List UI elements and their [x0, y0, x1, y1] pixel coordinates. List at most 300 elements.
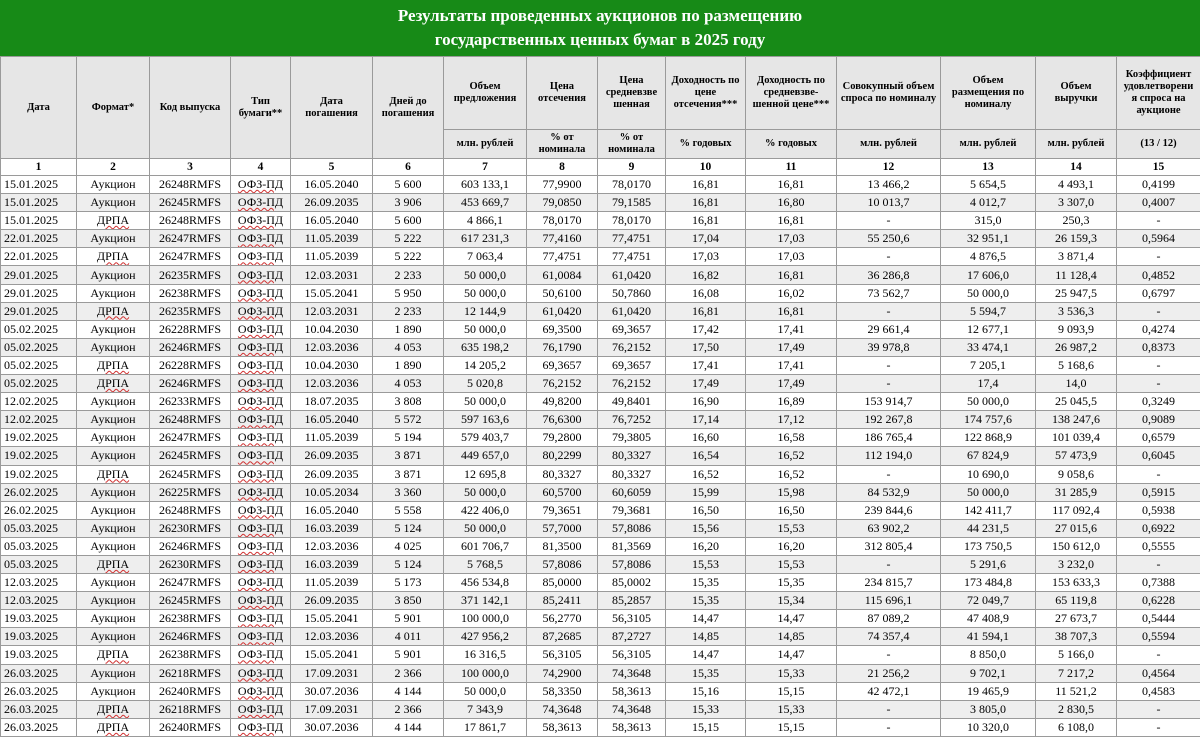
table-cell: [231, 320, 291, 338]
table-cell: 9 093,9: [1036, 320, 1117, 338]
table-cell: 05.03.2025: [1, 555, 77, 573]
table-cell: 16,81: [746, 302, 837, 320]
table-cell: 26235RMFS: [150, 266, 231, 284]
table-cell: -: [837, 375, 941, 393]
table-cell: 12.03.2036: [291, 338, 373, 356]
column-header: Объем выручки: [1036, 57, 1117, 130]
table-cell: 16,80: [746, 194, 837, 212]
table-cell: 78,0170: [598, 176, 666, 194]
table-cell: 5 173: [373, 574, 444, 592]
table-cell: 26245RMFS: [150, 194, 231, 212]
table-cell: [231, 592, 291, 610]
table-cell: 17,14: [666, 411, 746, 429]
column-number: 6: [373, 159, 444, 176]
table-cell: 173 484,8: [941, 574, 1036, 592]
security-type-value: ОФЗ-ПД: [237, 376, 284, 391]
table-cell: 26.09.2035: [291, 447, 373, 465]
format-value: Аукцион: [90, 339, 136, 354]
table-cell: 4 012,7: [941, 194, 1036, 212]
column-header: Тип бумаги**: [231, 57, 291, 159]
table-cell: [231, 519, 291, 537]
table-cell: 12.03.2025: [1, 592, 77, 610]
format-value: Аукцион: [90, 231, 136, 246]
table-cell: 29.01.2025: [1, 266, 77, 284]
column-number: 9: [598, 159, 666, 176]
table-cell: 15,15: [746, 682, 837, 700]
table-cell: 6 108,0: [1036, 718, 1117, 736]
format-value: ДРПА: [96, 647, 130, 662]
security-type-value: ОФЗ-ПД: [237, 575, 284, 590]
column-header: Доходность по средневзве-шенной цене***: [746, 57, 837, 130]
table-cell: 15,35: [666, 664, 746, 682]
table-cell: 12.03.2036: [291, 628, 373, 646]
table-cell: 26.02.2025: [1, 501, 77, 519]
table-cell: 60,6059: [598, 483, 666, 501]
table-cell: [77, 628, 150, 646]
table-cell: [231, 429, 291, 447]
table-cell: 16,54: [666, 447, 746, 465]
table-cell: 31 285,9: [1036, 483, 1117, 501]
table-cell: 56,3105: [527, 646, 598, 664]
table-row: [1, 483, 1200, 501]
table-cell: [231, 393, 291, 411]
column-number: 8: [527, 159, 598, 176]
table-cell: 16.05.2040: [291, 212, 373, 230]
table-cell: [231, 682, 291, 700]
table-cell: 16,02: [746, 284, 837, 302]
table-cell: -: [1117, 302, 1200, 320]
column-unit: % от номинала: [598, 130, 666, 159]
table-cell: [231, 338, 291, 356]
table-cell: 153 914,7: [837, 393, 941, 411]
table-header: [1, 57, 1200, 176]
table-cell: 0,4583: [1117, 682, 1200, 700]
table-cell: 16,20: [746, 537, 837, 555]
table-cell: 0,6922: [1117, 519, 1200, 537]
table-cell: [231, 483, 291, 501]
table-cell: 73 562,7: [837, 284, 941, 302]
format-value: Аукцион: [90, 177, 136, 192]
table-cell: 61,0084: [527, 266, 598, 284]
security-type-value: ОФЗ-ПД: [237, 611, 284, 626]
table-cell: 26.03.2025: [1, 700, 77, 718]
table-cell: 16.05.2040: [291, 411, 373, 429]
table-cell: 12.03.2031: [291, 266, 373, 284]
table-body: [1, 176, 1200, 737]
table-cell: 19.02.2025: [1, 429, 77, 447]
table-cell: 15,53: [746, 555, 837, 573]
table-cell: 26247RMFS: [150, 429, 231, 447]
column-header: Дата: [1, 57, 77, 159]
table-cell: [231, 555, 291, 573]
table-row: [1, 248, 1200, 266]
table-cell: 13 466,2: [837, 176, 941, 194]
table-cell: [77, 176, 150, 194]
table-cell: 26.09.2035: [291, 465, 373, 483]
format-value: Аукцион: [90, 412, 136, 427]
table-cell: 47 408,9: [941, 610, 1036, 628]
security-type-value: ОФЗ-ПД: [237, 231, 284, 246]
table-cell: 77,4160: [527, 230, 598, 248]
table-cell: 12.03.2031: [291, 302, 373, 320]
security-type-value: ОФЗ-ПД: [237, 647, 284, 662]
table-cell: 26230RMFS: [150, 555, 231, 573]
table-cell: 87 089,2: [837, 610, 941, 628]
table-cell: 15.01.2025: [1, 176, 77, 194]
table-cell: [231, 465, 291, 483]
table-cell: 0,4199: [1117, 176, 1200, 194]
table-cell: 41 594,1: [941, 628, 1036, 646]
column-unit: % годовых: [666, 130, 746, 159]
table-cell: 2 366: [373, 664, 444, 682]
table-row: [1, 212, 1200, 230]
table-cell: 234 815,7: [837, 574, 941, 592]
table-cell: [77, 447, 150, 465]
table-cell: 315,0: [941, 212, 1036, 230]
table-cell: [231, 375, 291, 393]
table-cell: 579 403,7: [444, 429, 527, 447]
table-cell: [77, 429, 150, 447]
table-cell: 5 768,5: [444, 555, 527, 573]
security-type-value: ОФЗ-ПД: [237, 557, 284, 572]
table-cell: 617 231,3: [444, 230, 527, 248]
table-cell: 16,52: [746, 465, 837, 483]
table-cell: 3 307,0: [1036, 194, 1117, 212]
table-row: [1, 356, 1200, 374]
security-type-value: ОФЗ-ПД: [237, 339, 284, 354]
table-cell: 17,03: [746, 230, 837, 248]
column-numbers-row: [1, 159, 1200, 176]
table-cell: 49,8401: [598, 393, 666, 411]
column-header: Дней до погашения: [373, 57, 444, 159]
table-cell: 26.03.2025: [1, 664, 77, 682]
table-cell: 15,53: [666, 555, 746, 573]
table-cell: 26225RMFS: [150, 483, 231, 501]
table-row: [1, 266, 1200, 284]
table-cell: [77, 393, 150, 411]
security-type-value: ОФЗ-ПД: [237, 303, 284, 318]
table-cell: 58,3613: [598, 718, 666, 736]
table-cell: 371 142,1: [444, 592, 527, 610]
table-cell: 16.03.2039: [291, 555, 373, 573]
format-value: Аукцион: [90, 575, 136, 590]
security-type-value: ОФЗ-ПД: [237, 412, 284, 427]
table-cell: 5 168,6: [1036, 356, 1117, 374]
column-header: Цена средневзве шенная: [598, 57, 666, 130]
table-cell: [231, 302, 291, 320]
column-number: 5: [291, 159, 373, 176]
table-cell: 26246RMFS: [150, 375, 231, 393]
table-cell: 112 194,0: [837, 447, 941, 465]
table-cell: 15,35: [746, 574, 837, 592]
table-cell: [231, 212, 291, 230]
table-cell: 22.01.2025: [1, 230, 77, 248]
table-cell: 50 000,0: [444, 320, 527, 338]
table-cell: 56,2770: [527, 610, 598, 628]
column-number: 10: [666, 159, 746, 176]
table-cell: 5 194: [373, 429, 444, 447]
table-cell: 05.03.2025: [1, 519, 77, 537]
table-cell: [231, 176, 291, 194]
title-line-2: государственных ценных бумаг в 2025 году: [434, 30, 766, 49]
table-cell: 0,4852: [1117, 266, 1200, 284]
table-cell: 16,50: [666, 501, 746, 519]
column-header: Совокупный объем спроса по номиналу: [837, 57, 941, 130]
table-cell: 69,3657: [527, 356, 598, 374]
column-header: Формат*: [77, 57, 150, 159]
table-cell: 16,52: [666, 465, 746, 483]
table-cell: 5 572: [373, 411, 444, 429]
table-cell: 2 366: [373, 700, 444, 718]
table-cell: 4 866,1: [444, 212, 527, 230]
table-row: [1, 610, 1200, 628]
column-number: 3: [150, 159, 231, 176]
table-cell: 0,7388: [1117, 574, 1200, 592]
table-cell: 0,4274: [1117, 320, 1200, 338]
table-cell: 17,49: [746, 338, 837, 356]
table-cell: [77, 248, 150, 266]
format-value: ДРПА: [96, 719, 130, 734]
table-cell: 33 474,1: [941, 338, 1036, 356]
table-cell: 05.02.2025: [1, 375, 77, 393]
security-type-value: ОФЗ-ПД: [237, 357, 284, 372]
table-row: [1, 519, 1200, 537]
security-type-value: ОФЗ-ПД: [237, 213, 284, 228]
table-cell: 26246RMFS: [150, 628, 231, 646]
table-cell: 192 267,8: [837, 411, 941, 429]
table-cell: 5 124: [373, 555, 444, 573]
table-row: [1, 338, 1200, 356]
table-cell: 10 690,0: [941, 465, 1036, 483]
table-cell: 50,7860: [598, 284, 666, 302]
table-cell: 16,81: [666, 176, 746, 194]
column-number: 2: [77, 159, 150, 176]
table-cell: 4 053: [373, 375, 444, 393]
table-cell: 26240RMFS: [150, 682, 231, 700]
column-header: Доходность по цене отсечения***: [666, 57, 746, 130]
table-cell: 50 000,0: [444, 284, 527, 302]
table-cell: [231, 447, 291, 465]
table-cell: 55 250,6: [837, 230, 941, 248]
table-cell: [77, 230, 150, 248]
table-cell: 50 000,0: [444, 682, 527, 700]
table-cell: 19.03.2025: [1, 646, 77, 664]
table-cell: [231, 574, 291, 592]
table-cell: 115 696,1: [837, 592, 941, 610]
table-cell: 77,4751: [598, 230, 666, 248]
table-cell: 16.05.2040: [291, 501, 373, 519]
table-cell: 142 411,7: [941, 501, 1036, 519]
table-cell: 76,2152: [598, 338, 666, 356]
table-cell: 17,49: [746, 375, 837, 393]
table-cell: 15.01.2025: [1, 194, 77, 212]
table-cell: -: [837, 555, 941, 573]
table-cell: 26.02.2025: [1, 483, 77, 501]
table-cell: 0,4564: [1117, 664, 1200, 682]
table-cell: 61,0420: [598, 266, 666, 284]
table-cell: -: [1117, 248, 1200, 266]
table-cell: 14,47: [666, 646, 746, 664]
table-cell: 422 406,0: [444, 501, 527, 519]
table-cell: 100 000,0: [444, 664, 527, 682]
security-type-value: ОФЗ-ПД: [237, 629, 284, 644]
table-cell: 16,82: [666, 266, 746, 284]
table-cell: 17,41: [746, 320, 837, 338]
table-cell: 3 906: [373, 194, 444, 212]
table-cell: 79,0850: [527, 194, 598, 212]
table-cell: 60,5700: [527, 483, 598, 501]
table-cell: 603 133,1: [444, 176, 527, 194]
table-cell: 80,3327: [527, 465, 598, 483]
table-cell: 4 144: [373, 682, 444, 700]
format-value: ДРПА: [96, 303, 130, 318]
table-cell: 80,3327: [598, 465, 666, 483]
column-header: Коэффициент удовлетворени я спроса на аукционе: [1117, 57, 1200, 130]
format-value: Аукцион: [90, 448, 136, 463]
table-row: [1, 574, 1200, 592]
table-cell: 85,2857: [598, 592, 666, 610]
table-cell: 0,6797: [1117, 284, 1200, 302]
table-cell: -: [1117, 212, 1200, 230]
table-cell: 84 532,9: [837, 483, 941, 501]
table-cell: 14,0: [1036, 375, 1117, 393]
table-cell: 10 320,0: [941, 718, 1036, 736]
table-cell: 16,50: [746, 501, 837, 519]
table-cell: 3 232,0: [1036, 555, 1117, 573]
table-cell: 11.05.2039: [291, 248, 373, 266]
table-cell: 15,98: [746, 483, 837, 501]
table-cell: 12.03.2036: [291, 375, 373, 393]
table-cell: [77, 194, 150, 212]
table-cell: 0,5938: [1117, 501, 1200, 519]
format-value: ДРПА: [96, 213, 130, 228]
column-header: Объем размещения по номиналу: [941, 57, 1036, 130]
table-cell: 453 669,7: [444, 194, 527, 212]
table-cell: 19.02.2025: [1, 465, 77, 483]
table-cell: 61,0420: [527, 302, 598, 320]
column-number: 11: [746, 159, 837, 176]
table-cell: [231, 664, 291, 682]
table-cell: 26228RMFS: [150, 320, 231, 338]
table-cell: 2 830,5: [1036, 700, 1117, 718]
table-cell: 2 233: [373, 266, 444, 284]
table-cell: 85,0000: [527, 574, 598, 592]
table-cell: 58,3613: [527, 718, 598, 736]
table-cell: 26218RMFS: [150, 664, 231, 682]
table-cell: 21 256,2: [837, 664, 941, 682]
table-cell: 26 159,3: [1036, 230, 1117, 248]
table-cell: 9 058,6: [1036, 465, 1117, 483]
table-row: [1, 429, 1200, 447]
security-type-value: ОФЗ-ПД: [237, 448, 284, 463]
table-cell: 2 233: [373, 302, 444, 320]
column-number: 13: [941, 159, 1036, 176]
table-cell: [77, 664, 150, 682]
security-type-value: ОФЗ-ПД: [237, 321, 284, 336]
table-cell: 26233RMFS: [150, 393, 231, 411]
table-cell: 15,33: [746, 700, 837, 718]
header-row: [1, 57, 1200, 130]
table-cell: [77, 212, 150, 230]
format-value: Аукцион: [90, 520, 136, 535]
table-cell: 76,2152: [598, 375, 666, 393]
format-value: Аукцион: [90, 593, 136, 608]
table-cell: 26247RMFS: [150, 248, 231, 266]
table-cell: 5 654,5: [941, 176, 1036, 194]
table-cell: 29.01.2025: [1, 302, 77, 320]
table-cell: 65 119,8: [1036, 592, 1117, 610]
table-cell: 12.02.2025: [1, 411, 77, 429]
table-cell: 597 163,6: [444, 411, 527, 429]
table-cell: 26245RMFS: [150, 447, 231, 465]
table-cell: 4 011: [373, 628, 444, 646]
table-cell: 50 000,0: [444, 266, 527, 284]
table-cell: 57,8086: [598, 555, 666, 573]
table-cell: 78,0170: [598, 212, 666, 230]
table-cell: -: [1117, 465, 1200, 483]
table-cell: 0,5594: [1117, 628, 1200, 646]
table-cell: 78,0170: [527, 212, 598, 230]
table-cell: 14,85: [666, 628, 746, 646]
format-value: Аукцион: [90, 394, 136, 409]
table-cell: 0,5555: [1117, 537, 1200, 555]
table-cell: 58,3350: [527, 682, 598, 700]
format-value: Аукцион: [90, 321, 136, 336]
table-row: [1, 302, 1200, 320]
table-cell: [231, 194, 291, 212]
table-cell: [77, 302, 150, 320]
table-cell: 10 013,7: [837, 194, 941, 212]
format-value: Аукцион: [90, 195, 136, 210]
table-cell: 56,3105: [598, 646, 666, 664]
table-cell: [77, 610, 150, 628]
table-cell: 16,60: [666, 429, 746, 447]
table-cell: 122 868,9: [941, 429, 1036, 447]
table-cell: 5 950: [373, 284, 444, 302]
column-unit: млн. рублей: [941, 130, 1036, 159]
table-cell: 16 316,5: [444, 646, 527, 664]
table-row: [1, 664, 1200, 682]
table-cell: 12 695,8: [444, 465, 527, 483]
table-cell: 26248RMFS: [150, 176, 231, 194]
table-cell: 117 092,4: [1036, 501, 1117, 519]
table-cell: 17,03: [666, 248, 746, 266]
table-cell: 427 956,2: [444, 628, 527, 646]
table-cell: 44 231,5: [941, 519, 1036, 537]
table-cell: 11 128,4: [1036, 266, 1117, 284]
column-unit: % от номинала: [527, 130, 598, 159]
table-cell: 79,2800: [527, 429, 598, 447]
table-cell: -: [837, 465, 941, 483]
table-cell: 7 205,1: [941, 356, 1036, 374]
table-cell: 38 707,3: [1036, 628, 1117, 646]
table-cell: 57 473,9: [1036, 447, 1117, 465]
table-cell: 79,3651: [527, 501, 598, 519]
table-cell: 26.03.2025: [1, 682, 77, 700]
table-cell: 16,81: [666, 302, 746, 320]
table-cell: 186 765,4: [837, 429, 941, 447]
table-cell: 14,47: [746, 646, 837, 664]
table-cell: 3 536,3: [1036, 302, 1117, 320]
table-cell: [77, 646, 150, 664]
table-cell: 26247RMFS: [150, 574, 231, 592]
table-cell: 15,33: [666, 700, 746, 718]
table-cell: 3 871,4: [1036, 248, 1117, 266]
table-cell: 15,33: [746, 664, 837, 682]
table-cell: 85,2411: [527, 592, 598, 610]
format-value: Аукцион: [90, 665, 136, 680]
table-cell: 0,9089: [1117, 411, 1200, 429]
